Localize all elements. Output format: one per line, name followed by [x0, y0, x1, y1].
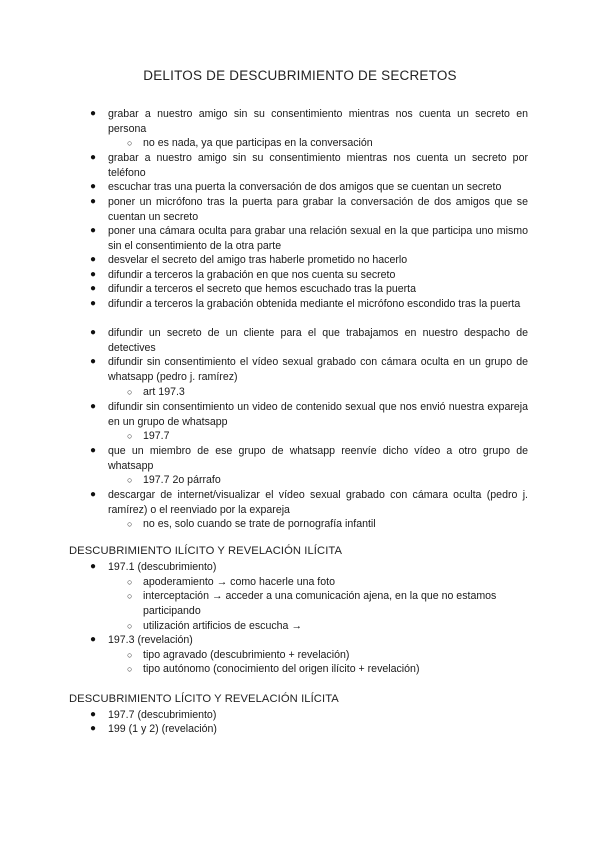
bullet-icon: ● [90, 561, 97, 572]
bullet-icon: ● [90, 283, 97, 294]
list-item: ● 199 (1 y 2) (revelación) [90, 723, 217, 735]
bullet-icon: ● [90, 269, 97, 280]
bullet-icon: ● [90, 152, 97, 163]
bullet-icon: ○ [127, 591, 133, 601]
bullet-icon: ● [90, 723, 97, 734]
list-item: ○ apoderamiento → como hacerle una foto [127, 576, 335, 588]
page-title: DELITOS DE DESCUBRIMIENTO DE SECRETOS [143, 68, 457, 83]
list-item: ○ interceptación → acceder a una comunicación ajena, en la que no estamos participando [127, 590, 497, 617]
list-item: ● descargar de internet/visualizar el vídeo sexual grabado con cámara oculta (pedro j. ramírez) o el reenviado por la expareja [90, 489, 528, 516]
bullet-icon: ● [90, 108, 97, 119]
bullet-icon: ○ [127, 664, 133, 674]
section-title-ilicito: DESCUBRIMIENTO ILÍCITO Y REVELACIÓN ILÍCITA [69, 545, 343, 557]
list-item: ● desvelar el secreto del amigo tras haberle prometido no hacerlo [90, 254, 408, 266]
list-item: ● poner una cámara oculta para grabar una relación sexual en la que participa uno mismo sin el consentimiento de la otra parte [90, 225, 528, 252]
bullet-icon: ○ [127, 650, 133, 660]
list-item: ● 197.7 (descubrimiento) [90, 709, 217, 721]
bullet-icon: ● [90, 489, 97, 500]
bullet-icon: ● [90, 225, 97, 236]
list-item: ● difundir a terceros el secreto que hemos escuchado tras la puerta [90, 283, 416, 295]
bullet-icon: ● [90, 401, 97, 412]
list-item: ○ 197.7 2o párrafo [127, 474, 221, 486]
bullet-icon: ● [90, 298, 97, 309]
bullet-icon: ● [90, 709, 97, 720]
bullet-icon: ○ [127, 138, 133, 148]
bullet-icon: ● [90, 196, 97, 207]
list-item: ○ art 197.3 [127, 386, 185, 398]
bullet-icon: ○ [127, 621, 133, 631]
list-item: ○ no es, solo cuando se trate de pornografía infantil [127, 518, 376, 530]
bullet-icon: ○ [127, 519, 133, 529]
bullet-icon: ● [90, 445, 97, 456]
list-item: ● 197.1 (descubrimiento) [90, 561, 217, 573]
list-item: ● difundir a terceros la grabación obtenida mediante el micrófono escondido tras la puerta [90, 298, 521, 310]
bullet-icon: ● [90, 181, 97, 192]
list-item: ● grabar a nuestro amigo sin su consentimiento mientras nos cuenta un secreto en persona [90, 108, 528, 135]
list-item: ● difundir a terceros la grabación en que nos cuenta su secreto [90, 269, 396, 281]
list-item: ● difundir sin consentimiento el vídeo sexual grabado con cámara oculta en un grupo de whatsapp (pedro j. ramírez) [90, 356, 528, 383]
bullet-icon: ● [90, 356, 97, 367]
list-item: ● poner un micrófono tras la puerta para grabar la conversación de dos amigos que se cuentan un secreto [90, 196, 528, 223]
bullet-icon: ● [90, 634, 97, 645]
list-item: ○ tipo autónomo (conocimiento del origen ilícito + revelación) [127, 663, 420, 675]
list-item: ● grabar a nuestro amigo sin su consentimiento mientras nos cuenta un secreto por teléfono [90, 152, 528, 179]
bullet-icon: ○ [127, 577, 133, 587]
bullet-icon: ○ [127, 431, 133, 441]
list-item: ● escuchar tras una puerta la conversación de dos amigos que se cuentan un secreto [90, 181, 502, 193]
bullet-icon: ○ [127, 475, 133, 485]
list-item: ● difundir un secreto de un cliente para el que trabajamos en nuestro despacho de detectives [90, 327, 528, 354]
list-item: ● 197.3 (revelación) [90, 634, 193, 646]
bullet-icon: ○ [127, 387, 133, 397]
list-item: ● difundir sin consentimiento un video de contenido sexual que nos envió nuestra expareja en un grupo de whatsapp [90, 401, 528, 428]
list-item: ○ tipo agravado (descubrimiento + revelación) [127, 649, 350, 661]
list-item: ○ no es nada, ya que participas en la conversación [127, 137, 373, 149]
list-item: ○ utilización artificios de escucha → [127, 620, 302, 632]
list-item: ● que un miembro de ese grupo de whatsapp reenvíe dicho vídeo a otro grupo de whatsapp [90, 445, 528, 472]
list-item: ○ 197.7 [127, 430, 170, 442]
bullet-icon: ● [90, 327, 97, 338]
section-title-licito: DESCUBRIMIENTO LÍCITO Y REVELACIÓN ILÍCITA [69, 693, 339, 705]
bullet-icon: ● [90, 254, 97, 265]
